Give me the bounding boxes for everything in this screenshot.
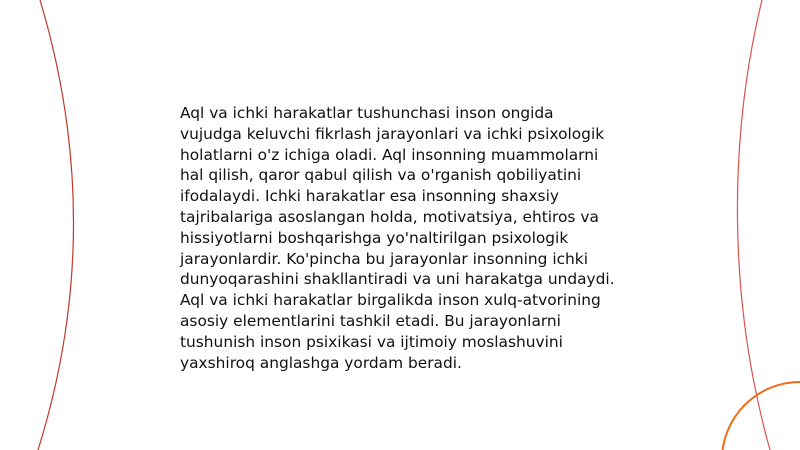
body-paragraph: Aql va ichki harakatlar tushunchasi inson ongida vujudga keluvchi fikrlash jarayonlari va ichki psixologik holatlarni o'z ichiga oladi. Aql insonning muammolarni hal qilish, qaror qabul qilish va o'rganish qobiliyatini ifodalaydi. Ichki harakatlar esa insonning shaxsiy tajribalariga asoslangan holda, motivatsiya, ehtiros va hissiyotlarni boshqarishga yo'naltirilgan psixologik jarayonlardir. Ko'pincha bu jarayonlar insonning ichki dunyoqarashini shakllantiradi va uni harakatga undaydi. Aql va ichki harakatlar birgalikda inson xulq-atvorining asosiy elementlarini tashkil etadi. Bu jarayonlarni tushunish inson psixikasi va ijtimoiy moslashuvini yaxshiroq anglashga yordam beradi. <box>180 104 615 372</box>
left-arc <box>38 0 74 450</box>
right-arc <box>737 0 770 450</box>
